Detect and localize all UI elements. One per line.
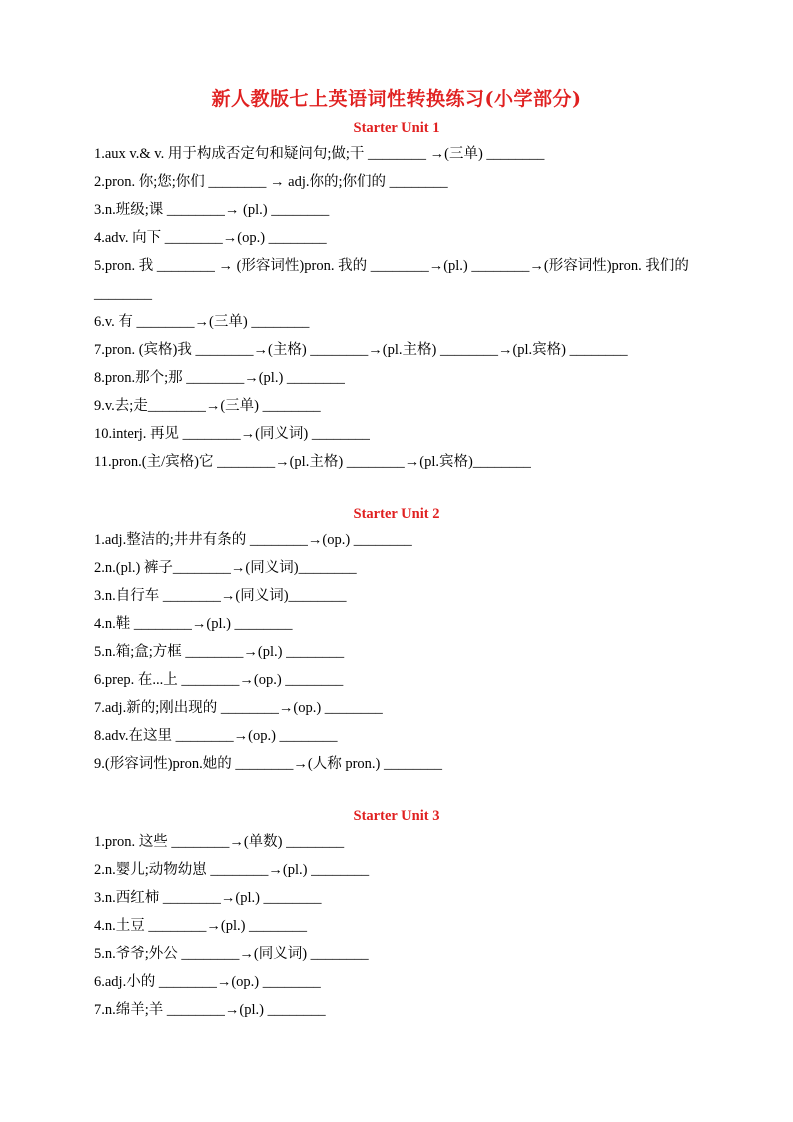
unit-2-item-5: 5.n.箱;盒;方框 ________→(pl.) ________ bbox=[94, 644, 345, 660]
document-title: 新人教版七上英语词性转换练习(小学部分) bbox=[211, 88, 582, 110]
unit-2-item-2: 2.n.(pl.) 裤子________→(同义词)________ bbox=[94, 560, 357, 576]
unit-2-title: Starter Unit 2 bbox=[353, 506, 440, 522]
unit-3-item-1: 1.pron. 这些 ________→(单数) ________ bbox=[94, 834, 345, 850]
unit-1-item-8: 8.pron.那个;那 ________→(pl.) ________ bbox=[94, 370, 345, 386]
unit-1-item-6: 6.v. 有 ________→(三单) ________ bbox=[94, 314, 310, 330]
unit-3-item-5: 5.n.爷爷;外公 ________→(同义词) ________ bbox=[94, 946, 369, 962]
unit-2-item-1: 1.adj.整洁的;井井有条的 ________→(op.) ________ bbox=[94, 532, 412, 548]
unit-2-item-3: 3.n.自行车 ________→(同义词)________ bbox=[94, 588, 347, 604]
unit-3-item-2: 2.n.婴儿;动物幼崽 ________→(pl.) ________ bbox=[94, 862, 370, 878]
unit-2-item-4: 4.n.鞋 ________→(pl.) ________ bbox=[94, 616, 293, 632]
unit-3-item-6: 6.adj.小的 ________→(op.) ________ bbox=[94, 974, 321, 990]
unit-2-item-8: 8.adv.在这里 ________→(op.) ________ bbox=[94, 728, 338, 744]
unit-2-item-6: 6.prep. 在...上 ________→(op.) ________ bbox=[94, 672, 344, 688]
unit-3-item-3: 3.n.西红柿 ________→(pl.) ________ bbox=[94, 890, 322, 906]
unit-3-item-7: 7.n.绵羊;羊 ________→(pl.) ________ bbox=[94, 1002, 326, 1018]
unit-1-item-9: 9.v.去;走________→(三单) ________ bbox=[94, 398, 321, 414]
unit-2-item-9: 9.(形容词性)pron.她的 ________→(人称 pron.) ________ bbox=[94, 756, 442, 772]
unit-1-item-3: 3.n.班级;课 ________→ (pl.) ________ bbox=[94, 202, 330, 218]
unit-2-item-7: 7.adj.新的;刚出现的 ________→(op.) ________ bbox=[94, 700, 383, 716]
unit-1-item-4: 4.adv. 向下 ________→(op.) ________ bbox=[94, 230, 327, 246]
unit-1-item-5: 5.pron. 我 ________ → (形容词性)pron. 我的 ________→(pl.) ________→(形容词性)pron. 我们的 ________ bbox=[94, 258, 689, 302]
unit-1-item-2: 2.pron. 你;您;你们 ________ → adj.你的;你们的 ________ bbox=[94, 174, 448, 190]
unit-1-title: Starter Unit 1 bbox=[353, 120, 440, 136]
unit-1-item-10: 10.interj. 再见 ________→(同义词) ________ bbox=[94, 426, 370, 442]
unit-3-title: Starter Unit 3 bbox=[353, 808, 440, 824]
unit-1-item-7: 7.pron. (宾格)我 ________→(主格) ________→(pl.主格) ________→(pl.宾格) ________ bbox=[94, 342, 628, 358]
unit-1-item-1: 1.aux v.& v. 用于构成否定句和疑问句;做;干 ________ →(三单) ________ bbox=[94, 146, 545, 162]
unit-3-item-4: 4.n.土豆 ________→(pl.) ________ bbox=[94, 918, 308, 934]
unit-1-item-11: 11.pron.(主/宾格)它 ________→(pl.主格) ________→(pl.宾格)________ bbox=[94, 454, 531, 470]
